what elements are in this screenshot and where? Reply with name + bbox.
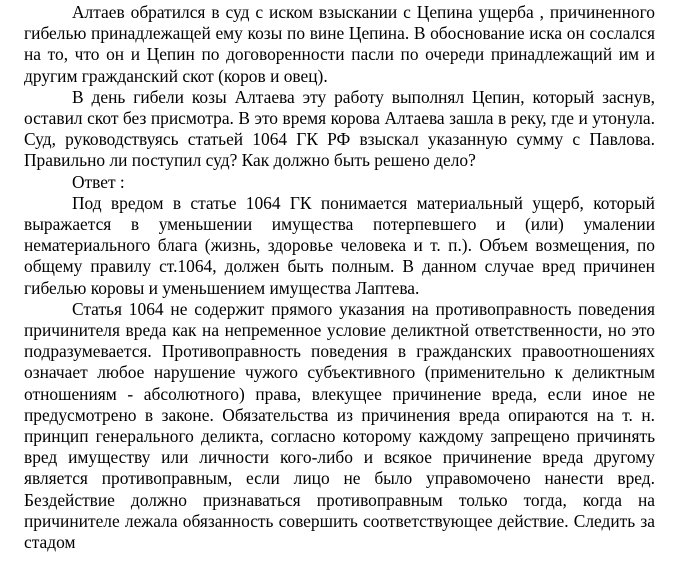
answer-heading: Ответ :	[72, 171, 125, 192]
document-body	[24, 2, 655, 553]
paragraph-facts: В день гибели козы Алтаева эту работу выполнял Цепин, который заснув, оставил скот без присмотра. В это время корова Алтаева зашла в реку, где и утонула. Суд, руководствуясь статьей 1064 ГК РФ взыскал указанную сумму с Павлова. Правильно ли поступил суд? Как должно быть решено дело?	[24, 86, 655, 171]
paragraph-claim: Алтаев обратился в суд с иском взыскании с Цепина ущерба , причиненного гибелью принадлежащей ему козы по вине Цепина. В обоснование иска он сослался на то, что он и Цепин по договоренности пасли по очереди принадлежащий им и другим гражданский скот (коров и овец).	[24, 2, 655, 86]
paragraph-unlawfulness: Статья 1064 не содержит прямого указания на противоправность поведения причинителя вреда как на непременное условие деликтной ответственности, но это подразумевается. Противоправность поведения в гражданских правоотношениях означает любое нарушение чужого субъективного (применительно к деликтным отношениям - абсолютного) права, влекущее причинение вреда, если иное не предусмотрено в законе. Обязательства из причинения вреда опираются на т. н. принцип генерального деликта, согласно которому каждому запрещено причинять вред имуществу или личности кого-либо и всякое причинение вреда другому является противоправным, если лицо не было управомочено нанести вред. Бездействие должно признаваться противоправным только тогда, когда на причинителе лежала обязанность совершить соответствующее действие. Следить за стадом	[24, 298, 655, 553]
paragraph-harm-definition: Под вредом в статье 1064 ГК понимается материальный ущерб, который выражается в уменьшении имущества потерпевшего и (или) умалении нематериального блага (жизнь, здоровье человека и т. п.). Объем возмещения, по общему правилу ст.1064, должен быть полным. В данном случае вред причинен гибелью коровы и уменьшением имущества Лаптева.	[24, 192, 655, 298]
